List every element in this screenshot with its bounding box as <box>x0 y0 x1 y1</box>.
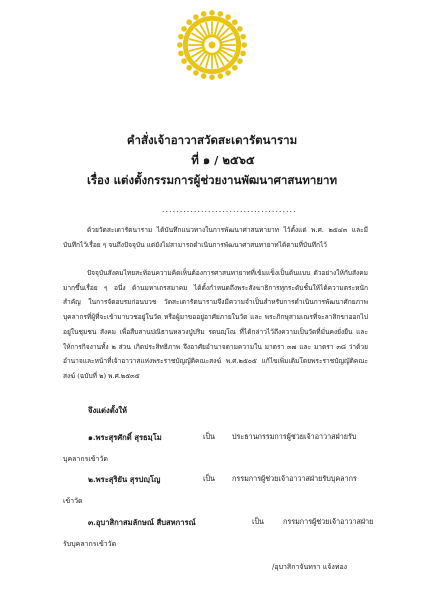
appointee-name: ๓.อุบาสิกาสมลักษณ์ สืบสหการณ์ <box>88 518 196 527</box>
assign-heading: จึงแต่งตั้งให้ <box>88 406 128 415</box>
order-title: คำสั่งเจ้าอาวาสวัดสะเดารัตนาราม <box>126 133 298 147</box>
appointee-name: ๒.พระสุริยัน สุรปญฺโญ <box>88 475 161 484</box>
order-subject: เรื่อง แต่งตั้งกรรมการผู้ช่วยงานพัฒนาศาสนทายาท <box>86 173 338 187</box>
appointee-2 <box>88 474 160 486</box>
appointee-1-position: ประธานกรรมการผู้ช่วยเจ้าอาวาสฝ่ายรับ <box>232 432 357 441</box>
appointee-2-continuation: เข้าวัด <box>63 497 83 505</box>
appointee-1-continuation: บุคลากรเข้าวัด <box>63 455 108 463</box>
paragraph-1: ด้วยวัดสะเดารัตนาราม ได้บันทึกแนวทางในการพัฒนาศาสนทายาท ไว้ตั้งแต่ พ.ศ. ๒๕๔๓ และมีบันทึกไว้เรื่อย ๆ จนถึงปัจจุบัน แต่ยังไม่สามารถดำเนินการพัฒนาศาสนทายาทได้ตามที่บันทึกไว้ <box>63 226 368 249</box>
appointee-3 <box>88 517 196 529</box>
appointee-1-pos-word: เป็น <box>203 432 215 441</box>
appointee-1 <box>88 432 162 444</box>
order-number: ที่ ๑ / ๒๕๖๕ <box>191 153 255 167</box>
appointee-name: ๑.พระสุรศักดิ์ สุรธมฺโม <box>88 433 162 442</box>
appointee-3-position: กรรมการผู้ช่วยเจ้าอาวาสฝ่าย <box>283 517 374 526</box>
appointee-2-pos-word: เป็น <box>203 474 215 483</box>
appointee-2-position: กรรมการผู้ช่วยเจ้าอาวาสฝ่ายรับบุคลากร <box>232 474 357 483</box>
appointee-3-continuation: รับบุคลากรเข้าวัด <box>63 540 117 548</box>
appointee-3-pos-word: เป็น <box>252 517 264 526</box>
separator: ...................................... <box>162 205 297 214</box>
paragraph-2: ปัจจุบันสังคมไทยสะท้อนความคิดเห็นต้องการศาสนทายาทที่เข้มแข็งเป็นต้นแบบ ตัวอย่างให้กับสังคมมากขึ้นเรื่อย ๆ อนึ่ง ด้านมหาเถรสมาคม ได้ตั้งกำหนดถึงพระสังฆาธิการทุกระดับชั้นให้ได้ความตระหนัก สำคัญ ในการจัดอบรมก่อนบวช วัดสะเดารัตนารามจึงมีความจำเป็นสำหรับการดำเนินการพัฒนาศักยภาพบุคลากรที่ผู้ที่จะเข้ามาบวชอยู่ในวัด หรือผู้มาขออยู่อาศัยภายในวัด และ พระภิกษุสามเณรที่จะลาสิกขาออกไปอยู่ในชุมชน สังคม เพื่อสืบสานปณิธานหลวงปู่ปริม รตนญฺโณ ที่ได้กล่าวไว้ถึงความเป็นวัดที่มั่นคงยั่งยืน และให้การกิจงานทั้ง ๒ ส่วน เกิดประสิทธิภาพ จึงอาศัยอำนาจตามความใน มาตรา ๓๗ และ มาตรา ๓๘ ว่าด้วยอำนาจและหน้าที่เจ้าอาวาสแห่งพระราชบัญญัติคณะสงฆ์ พ.ศ.๒๕๐๕ แก้ไขเพิ่มเติมโดยพระราชบัญญัติคณะสงฆ์ (ฉบับที่ ๒) พ.ศ.๒๕๓๕ <box>63 269 368 380</box>
dharmachakra-icon <box>177 10 247 80</box>
footer-note: /อุบาสิกาจันทรา แจ้งทอง <box>272 563 348 571</box>
title-block <box>0 130 424 190</box>
